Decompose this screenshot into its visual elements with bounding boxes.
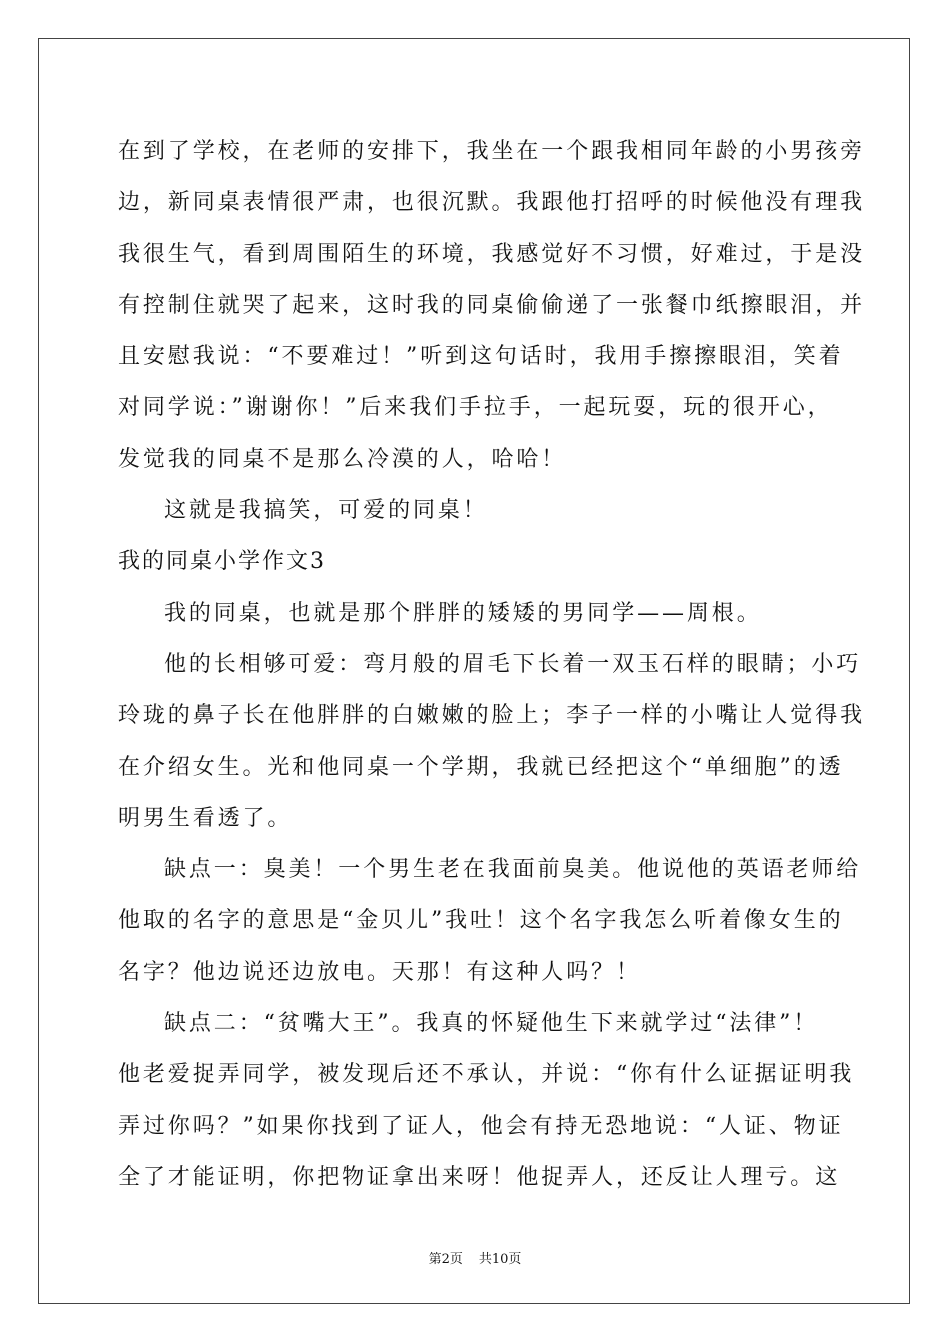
text-line: 弄过你吗？”如果你找到了证人，他会有持无恐地说：“人证、物证 <box>118 1113 844 1139</box>
text-line: 有控制住就哭了起来，这时我的同桌偷偷递了一张餐巾纸擦眼泪，并 <box>118 292 866 318</box>
page-footer <box>0 1248 950 1267</box>
section-heading: 我的同桌小学作文3 <box>118 549 326 575</box>
text-line: 发觉我的同桌不是那么冷漠的人，哈哈！ <box>118 446 567 472</box>
text-line: 边，新同桌表情很严肃，也很沉默。我跟他打招呼的时候他没有理我 <box>118 190 866 216</box>
text-line: 他的长相够可爱：弯月般的眉毛下长着一双玉石样的眼睛；小巧 <box>164 651 862 677</box>
text-line: 我很生气，看到周围陌生的环境，我感觉好不习惯，好难过，于是没 <box>118 241 866 267</box>
page-number: 第2页 <box>428 1252 463 1267</box>
text-line: 名字？他边说还边放电。天那！有这种人吗？！ <box>118 959 641 985</box>
text-line: 明男生看透了。 <box>118 805 293 831</box>
text-line: 全了才能证明，你把物证拿出来呀！他捉弄人，还反让人理亏。这 <box>118 1164 841 1190</box>
text-line: 对同学说：”谢谢你！”后来我们手拉手，一起玩耍，玩的很开心， <box>118 395 833 421</box>
text-line: 缺点一：臭美！一个男生老在我面前臭美。他说他的英语老师给 <box>164 857 862 883</box>
text-line: 在到了学校，在老师的安排下，我坐在一个跟我相同年龄的小男孩旁 <box>118 139 866 164</box>
text-line: 缺点二：“贫嘴大王”。我真的怀疑他生下来就学过“法律”！ <box>164 1011 819 1037</box>
text-line: 他老爱捉弄同学，被发现后还不承认，并说：“你有什么证据证明我 <box>118 1062 855 1088</box>
page-total: 共10页 <box>478 1252 522 1267</box>
text-line: 玲珑的鼻子长在他胖胖的白嫩嫩的脸上；李子一样的小嘴让人觉得我 <box>118 703 866 729</box>
text-line: 且安慰我说：“不要难过！”听到这句话时，我用手擦擦眼泪，笑着 <box>118 344 844 370</box>
document-body <box>118 126 866 1203</box>
text-line: 我的同桌，也就是那个胖胖的矮矮的男同学——周根。 <box>164 600 762 626</box>
text-line: 在介绍女生。光和他同桌一个学期，我就已经把这个“单细胞”的透 <box>118 754 844 780</box>
text-line: 这就是我搞笑，可爱的同桌！ <box>164 498 488 524</box>
text-line: 他取的名字的意思是“金贝儿”我吐！这个名字我怎么听着像女生的 <box>118 908 844 934</box>
